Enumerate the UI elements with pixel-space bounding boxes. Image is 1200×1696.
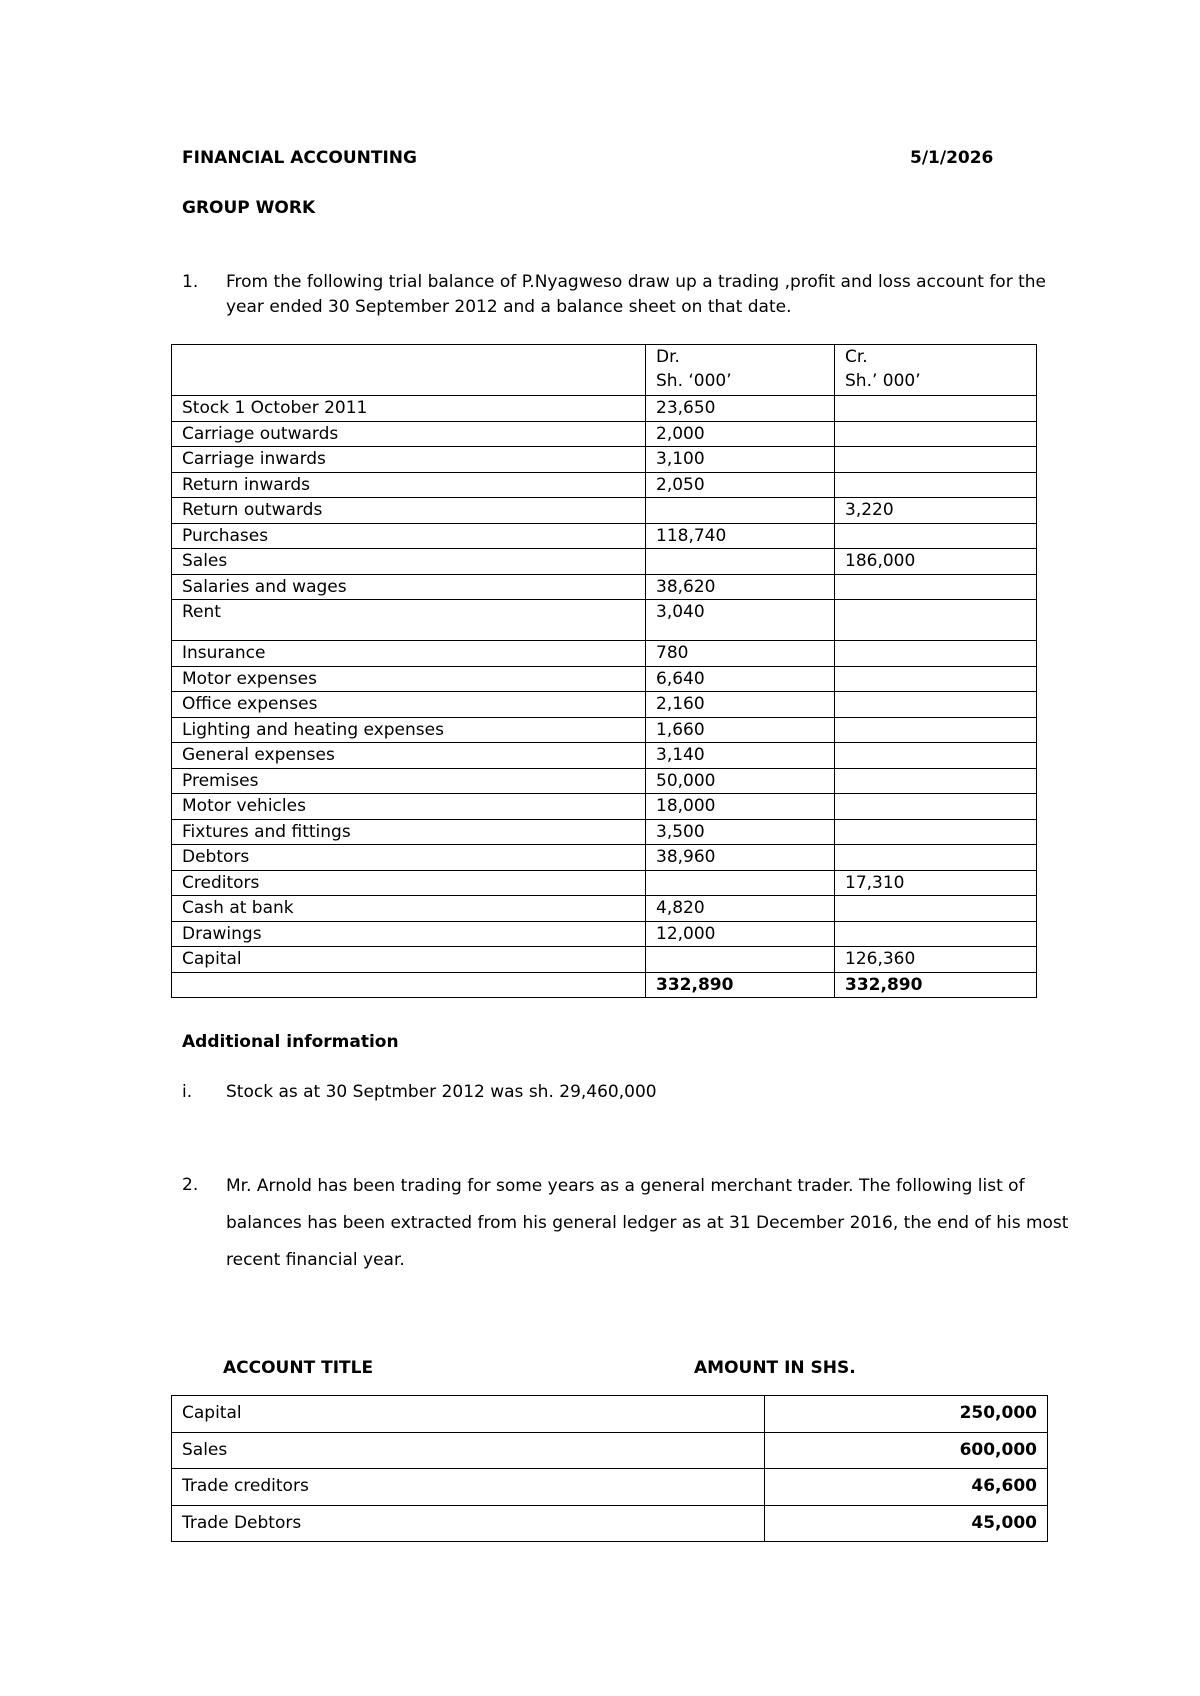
cr-cell: [835, 743, 1037, 769]
q1-text: [226, 270, 1046, 320]
additional-info-heading: Additional information: [182, 1032, 399, 1052]
subtitle: GROUP WORK: [182, 198, 316, 218]
dr-cell: 2,000: [646, 421, 835, 447]
trial-balance-table: [171, 344, 1037, 998]
trial-balance-total-row: [172, 972, 1037, 998]
dr-cell: 38,620: [646, 574, 835, 600]
total-cr-cell: 332,890: [835, 972, 1037, 998]
dr-cell: 3,040: [646, 600, 835, 641]
dr-cell: 3,140: [646, 743, 835, 769]
ledger-row: [172, 1469, 1048, 1506]
trial-balance-row: [172, 870, 1037, 896]
cr-cell: 3,220: [835, 498, 1037, 524]
item-cell: Rent: [172, 600, 646, 641]
trial-balance-row: [172, 498, 1037, 524]
q2-text: [226, 1168, 1068, 1279]
trial-balance-row: [172, 447, 1037, 473]
trial-balance-row: [172, 600, 1037, 641]
trial-balance-row: [172, 549, 1037, 575]
cr-cell: [835, 692, 1037, 718]
item-cell: Fixtures and fittings: [172, 819, 646, 845]
dr-cell: 12,000: [646, 921, 835, 947]
item-cell: Creditors: [172, 870, 646, 896]
account-title-heading: ACCOUNT TITLE: [223, 1358, 374, 1378]
amount-heading: AMOUNT IN SHS.: [694, 1358, 856, 1378]
item-cell: Premises: [172, 768, 646, 794]
ledger-balances-table: [171, 1395, 1048, 1542]
total-dr-cell: 332,890: [646, 972, 835, 998]
cr-cell: [835, 447, 1037, 473]
dr-cell: 2,050: [646, 472, 835, 498]
trial-balance-row: [172, 819, 1037, 845]
total-label-cell: [172, 972, 646, 998]
trial-balance-row: [172, 921, 1037, 947]
cr-header-cell: [835, 345, 1037, 396]
cr-cell: [835, 472, 1037, 498]
dr-unit: Sh. ‘000’: [656, 371, 732, 391]
trial-balance-row: [172, 396, 1037, 422]
amount-cell: 45,000: [765, 1505, 1048, 1542]
item-cell: Motor expenses: [172, 666, 646, 692]
dr-cell: 2,160: [646, 692, 835, 718]
account-title-cell: Trade creditors: [172, 1469, 765, 1506]
dr-cell: 38,960: [646, 845, 835, 871]
item-header-cell: [172, 345, 646, 396]
trial-balance-row: [172, 472, 1037, 498]
dr-cell: 118,740: [646, 523, 835, 549]
item-cell: General expenses: [172, 743, 646, 769]
cr-cell: [835, 717, 1037, 743]
dr-cell: 6,640: [646, 666, 835, 692]
cr-cell: [835, 421, 1037, 447]
dr-cell: [646, 947, 835, 973]
dr-label: Dr.: [656, 347, 680, 367]
additional-item-text: Stock as at 30 Septmber 2012 was sh. 29,460,000: [226, 1082, 657, 1102]
cr-cell: [835, 574, 1037, 600]
cr-cell: [835, 641, 1037, 667]
trial-balance-row: [172, 523, 1037, 549]
cr-cell: [835, 819, 1037, 845]
item-cell: Motor vehicles: [172, 794, 646, 820]
account-title-cell: Capital: [172, 1396, 765, 1433]
q2-number: 2.: [182, 1175, 199, 1195]
trial-balance-row: [172, 845, 1037, 871]
dr-cell: 3,100: [646, 447, 835, 473]
item-cell: Sales: [172, 549, 646, 575]
dr-cell: [646, 498, 835, 524]
trial-balance-row: [172, 768, 1037, 794]
q2-text-line2: balances has been extracted from his general ledger as at 31 December 2016, the end of his most: [226, 1213, 1069, 1233]
item-cell: Office expenses: [172, 692, 646, 718]
q1-text-line1: From the following trial balance of P.Nyagweso draw up a trading ,profit and loss account for the: [226, 272, 1046, 292]
trial-balance-row: [172, 743, 1037, 769]
item-cell: Stock 1 October 2011: [172, 396, 646, 422]
cr-cell: [835, 768, 1037, 794]
account-title-cell: Sales: [172, 1432, 765, 1469]
item-cell: Insurance: [172, 641, 646, 667]
dr-cell: [646, 549, 835, 575]
cr-cell: [835, 600, 1037, 641]
dr-cell: 1,660: [646, 717, 835, 743]
q1-text-line2: year ended 30 September 2012 and a balance sheet on that date.: [226, 297, 792, 317]
trial-balance-row: [172, 794, 1037, 820]
dr-cell: 3,500: [646, 819, 835, 845]
dr-cell: 23,650: [646, 396, 835, 422]
trial-balance-row: [172, 574, 1037, 600]
trial-balance-row: [172, 692, 1037, 718]
dr-cell: [646, 870, 835, 896]
item-cell: Salaries and wages: [172, 574, 646, 600]
item-cell: Cash at bank: [172, 896, 646, 922]
cr-cell: [835, 666, 1037, 692]
item-cell: Capital: [172, 947, 646, 973]
trial-balance-row: [172, 896, 1037, 922]
cr-cell: [835, 845, 1037, 871]
account-title-cell: Trade Debtors: [172, 1505, 765, 1542]
item-cell: Purchases: [172, 523, 646, 549]
cr-cell: 17,310: [835, 870, 1037, 896]
q2-text-line3: recent financial year.: [226, 1250, 405, 1270]
cr-cell: 186,000: [835, 549, 1037, 575]
trial-balance-row: [172, 717, 1037, 743]
dr-cell: 4,820: [646, 896, 835, 922]
dr-cell: 50,000: [646, 768, 835, 794]
cr-cell: 126,360: [835, 947, 1037, 973]
ledger-row: [172, 1432, 1048, 1469]
amount-cell: 250,000: [765, 1396, 1048, 1433]
item-cell: Return inwards: [172, 472, 646, 498]
amount-cell: 46,600: [765, 1469, 1048, 1506]
amount-cell: 600,000: [765, 1432, 1048, 1469]
cr-label: Cr.: [845, 347, 868, 367]
q1-number: 1.: [182, 272, 199, 292]
trial-balance-row: [172, 421, 1037, 447]
dr-cell: 18,000: [646, 794, 835, 820]
cr-cell: [835, 523, 1037, 549]
trial-balance-row: [172, 947, 1037, 973]
document-date: 5/1/2026: [910, 148, 994, 168]
item-cell: Drawings: [172, 921, 646, 947]
trial-balance-row: [172, 641, 1037, 667]
cr-cell: [835, 896, 1037, 922]
cr-cell: [835, 794, 1037, 820]
item-cell: Carriage outwards: [172, 421, 646, 447]
dr-cell: 780: [646, 641, 835, 667]
ledger-row: [172, 1396, 1048, 1433]
additional-item-marker: i.: [182, 1082, 193, 1102]
cr-cell: [835, 921, 1037, 947]
item-cell: Lighting and heating expenses: [172, 717, 646, 743]
ledger-row: [172, 1505, 1048, 1542]
trial-balance-header-row: [172, 345, 1037, 396]
course-title: FINANCIAL ACCOUNTING: [182, 148, 417, 168]
item-cell: Carriage inwards: [172, 447, 646, 473]
item-cell: Return outwards: [172, 498, 646, 524]
item-cell: Debtors: [172, 845, 646, 871]
trial-balance-row: [172, 666, 1037, 692]
cr-cell: [835, 396, 1037, 422]
q2-text-line1: Mr. Arnold has been trading for some years as a general merchant trader. The following list of: [226, 1176, 1025, 1196]
cr-unit: Sh.’ 000’: [845, 371, 921, 391]
dr-header-cell: [646, 345, 835, 396]
